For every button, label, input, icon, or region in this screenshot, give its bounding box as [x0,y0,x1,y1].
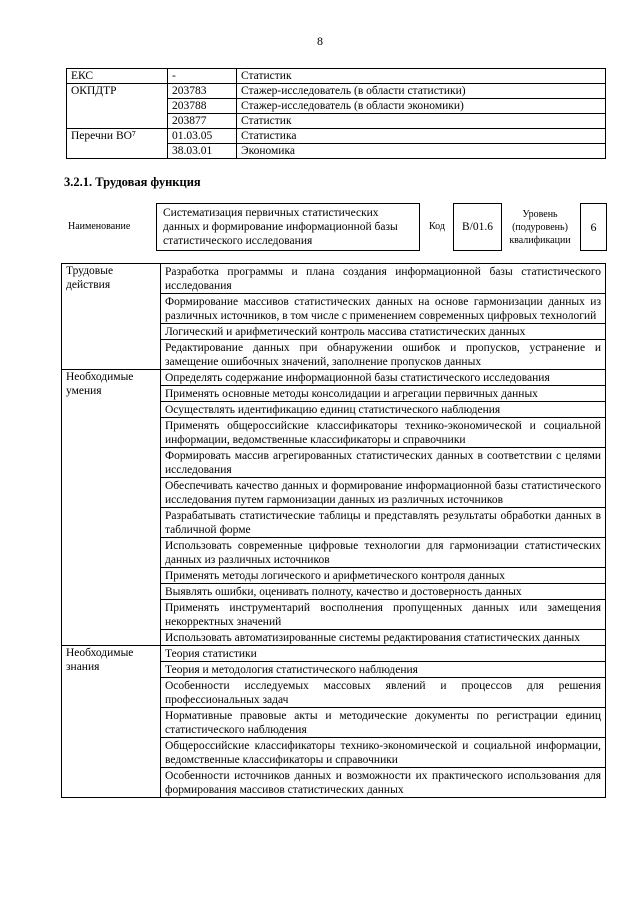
required-knowledge-item: Особенности исследуемых массовых явлений и процессов для решения профессиональных задач [161,678,606,708]
function-code-box: B/01.6 [453,203,502,251]
required-skills-item: Выявлять ошибки, оценивать полноту, качество и достоверность данных [161,584,606,600]
required-skills-item: Использовать автоматизированные системы редактирования статистических данных [161,630,606,646]
required-knowledge-item: Теория статистики [161,646,606,662]
classification-row [67,69,606,84]
classification-code: - [168,69,237,84]
function-name-box: Систематизация первичных статистических данных и формирование информационной базы статистического исследования [156,203,420,251]
classification-code: 38.03.01 [168,144,237,159]
classification-name: Стажер-исследователь (в области экономики) [237,99,606,114]
required-knowledge-item: Особенности источников данных и возможности их практического использования для формирования массивов статистических данных [161,768,606,798]
required-skills-item: Применять основные методы консолидации и агрегации первичных данных [161,386,606,402]
required-skills-item: Применять инструментарий восполнения пропущенных данных или замещения некорректных значений [161,600,606,630]
work-actions-item: Разработка программы и плана создания информационной базы статистического исследования [161,264,606,294]
classification-row [67,129,606,144]
classification-code: 203783 [168,84,237,99]
work-actions-item: Формирование массивов статистических данных на основе гармонизации данных из различных источников, в том числе с применением современных цифровых технологий [161,294,606,324]
required-skills-title: Необходимые умения [62,370,161,646]
work-actions-title: Трудовые действия [62,264,161,370]
required-knowledge-title: Необходимые знания [62,646,161,798]
required-skills-row [62,370,606,386]
required-skills-item: Определять содержание информационной базы статистического исследования [161,370,606,386]
classification-name: Стажер-исследователь (в области статистики) [237,84,606,99]
classification-code: 01.03.05 [168,129,237,144]
required-knowledge-item: Общероссийские классификаторы технико-экономической и социальной информации, ведомственные классификаторы и справочники [161,738,606,768]
classification-label: ОКПДТР [67,84,168,129]
required-skills-item: Формировать массив агрегированных статистических данных в соответствии с целями исследования [161,448,606,478]
classification-code: 203877 [168,114,237,129]
classification-label: ЕКС [67,69,168,84]
required-skills-item: Применять общероссийские классификаторы технико-экономической и социальной информации, ведомственные классификаторы и справочники [161,418,606,448]
work-function-table [61,263,606,798]
function-code-label: Код [429,221,445,232]
classification-label: Перечни ВО⁷ [67,129,168,159]
required-skills-item: Осуществлять идентификацию единиц статистического наблюдения [161,402,606,418]
required-skills-item: Использовать современные цифровые технологии для гармонизации статистических данных из различных источников [161,538,606,568]
required-skills-item: Разрабатывать статистические таблицы и представлять результаты обработки данных в табличной форме [161,508,606,538]
required-knowledge-item: Нормативные правовые акты и методические документы по регистрации единиц статистического наблюдения [161,708,606,738]
classification-table [66,68,606,159]
work-actions-item: Логический и арифметический контроль массива статистических данных [161,324,606,340]
section-title: 3.2.1. Трудовая функция [64,175,201,189]
page-number: 8 [317,34,323,48]
required-skills-item: Обеспечивать качество данных и формирование информационной базы статистического исследования путем гармонизации данных из различных источников [161,478,606,508]
work-actions-item: Редактирование данных при обнаружении ошибок и пропусков, устранение и замещение ошибочных значений, заполнение пропусков данных [161,340,606,370]
required-knowledge-row [62,646,606,662]
classification-code: 203788 [168,99,237,114]
classification-name: Статистика [237,129,606,144]
function-name-label: Наименование [68,221,131,232]
required-skills-item: Применять методы логического и арифметического контроля данных [161,568,606,584]
classification-row [67,84,606,99]
qualification-level-label: Уровень (подуровень) квалификации [509,209,571,246]
classification-name: Статистик [237,69,606,84]
classification-name: Статистик [237,114,606,129]
required-knowledge-item: Теория и методология статистического наблюдения [161,662,606,678]
classification-name: Экономика [237,144,606,159]
qualification-level-box: 6 [580,203,607,251]
work-actions-row [62,264,606,294]
